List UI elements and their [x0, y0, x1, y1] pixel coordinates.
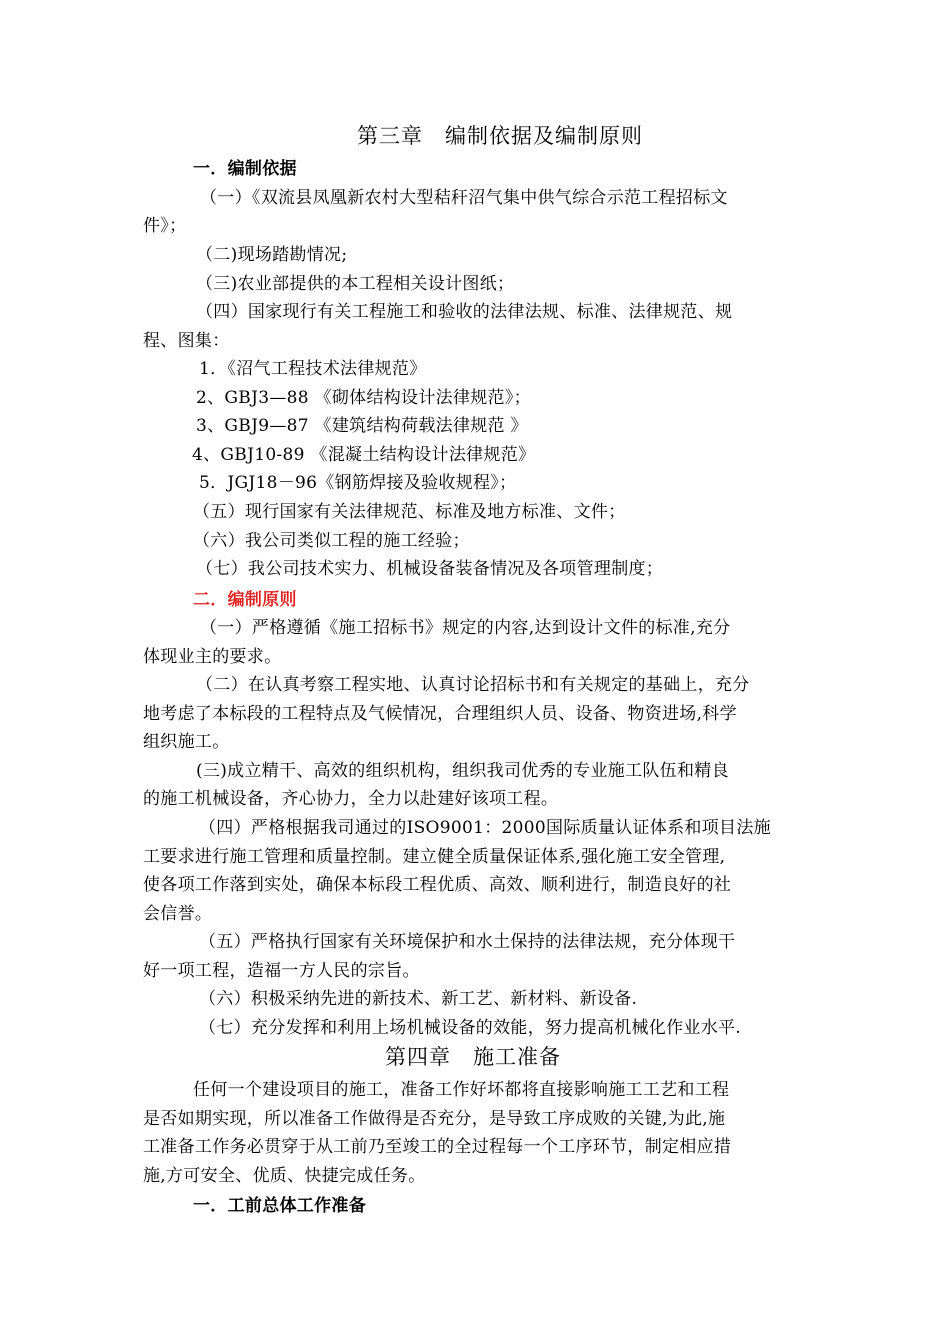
- basis-item: （三)农业部提供的本工程相关设计图纸；: [196, 274, 515, 294]
- basis-item: （五）现行国家有关法律规范、标准及地方标准、文件；: [193, 502, 626, 522]
- basis-item: 5．JGJ18－96《钢筋焊接及验收规程》；: [199, 473, 517, 493]
- basis-item: （六）我公司类似工程的施工经验；: [193, 531, 470, 551]
- basis-item: 件》；: [143, 216, 187, 236]
- section2-heading: 二．编制原则: [193, 590, 297, 610]
- chapter4-title: 第四章 施工准备: [385, 1045, 561, 1069]
- principle-line: （四）严格根据我司通过的ISO9001：2000国际质量认证体系和项目法施: [199, 818, 771, 838]
- section1-heading: 一．编制依据: [193, 159, 297, 179]
- principle-line: （五）严格执行国家有关环境保护和水土保持的法律法规，充分体现干: [199, 932, 736, 952]
- principle-line: （七）充分发挥和利用上场机械设备的效能，努力提高机械化作业水平.: [199, 1018, 742, 1038]
- basis-item: 1．《沼气工程技术法律规范》: [199, 359, 427, 379]
- principle-line: 组织施工。: [143, 732, 230, 752]
- principle-line: 使各项工作落到实处，确保本标段工程优质、高效、顺利进行，制造良好的社: [143, 875, 732, 895]
- principle-line: 地考虑了本标段的工程特点及气候情况，合理组织人员、设备、物资进场,科学: [143, 704, 737, 724]
- principle-line: （六）积极采纳先进的新技术、新工艺、新材料、新设备.: [199, 989, 638, 1009]
- chapter3-title: 第三章 编制依据及编制原则: [357, 124, 643, 148]
- preparation-paragraph-line: 工准备工作务必贯穿于从工前乃至竣工的全过程每一个工序环节，制定相应措: [143, 1137, 732, 1157]
- preparation-paragraph-line: 是否如期实现，所以准备工作做得是否充分，是导致工序成败的关键,为此,施: [143, 1109, 726, 1129]
- preparation-paragraph-line: 任何一个建设项目的施工，准备工作好坏都将直接影响施工工艺和工程: [193, 1080, 730, 1100]
- basis-item: （四）国家现行有关工程施工和验收的法律法规、标准、法律规范、规: [196, 302, 733, 322]
- principle-line: 会信誉。: [143, 904, 213, 924]
- principle-line: （二）在认真考察工程实地、认真讨论招标书和有关规定的基础上，充分: [196, 675, 750, 695]
- basis-item: 4、GBJ10-89 《混凝土结构设计法律规范》: [192, 445, 536, 465]
- principle-line: 好一项工程，造福一方人民的宗旨。: [143, 961, 420, 981]
- chapter4-section1-heading: 一．工前总体工作准备: [193, 1196, 366, 1216]
- principle-line: 的施工机械设备，齐心协力，全力以赴建好该项工程。: [143, 789, 559, 809]
- basis-item: 程、图集：: [143, 331, 230, 351]
- principle-line: 工要求进行施工管理和质量控制。建立健全质量保证体系,强化施工安全管理,: [143, 847, 726, 867]
- basis-item: （七）我公司技术实力、机械设备装备情况及各项管理制度；: [196, 559, 664, 579]
- basis-item: （二)现场踏勘情况;: [196, 245, 348, 265]
- principle-line: (三)成立精干、高效的组织机构，组织我司优秀的专业施工队伍和精良: [196, 761, 729, 781]
- basis-item: 3、GBJ9—87 《建筑结构荷载法律规范 》: [196, 416, 528, 436]
- preparation-paragraph-line: 施,方可安全、优质、快捷完成任务。: [143, 1166, 426, 1186]
- principle-line: 体现业主的要求。: [143, 647, 282, 667]
- principle-line: （一）严格遵循《施工招标书》规定的内容,达到设计文件的标准,充分: [200, 618, 731, 638]
- basis-item: 2、GBJ3—88 《砌体结构设计法律规范》；: [196, 388, 531, 408]
- basis-item: （一）《双流县凤凰新农村大型秸秆沼气集中供气综合示范工程招标文: [200, 188, 728, 208]
